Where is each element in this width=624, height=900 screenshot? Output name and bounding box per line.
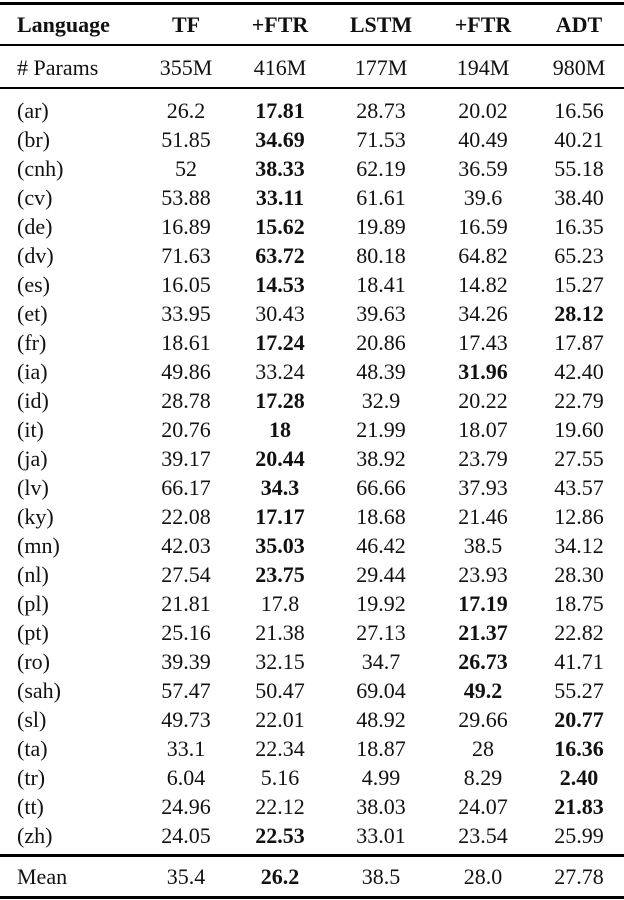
table-row [0,647,624,676]
mean-value: 27.78 [554,863,604,889]
table-row [0,125,624,154]
score-cell: 8.29 [463,764,503,790]
language-code: (sl) [17,706,47,732]
score-cell: 49.73 [161,706,211,732]
score-cell: 31.96 [458,358,508,384]
table-row [0,676,624,705]
score-cell: 34.3 [260,474,300,500]
language-code: (ky) [17,503,54,529]
score-cell: 25.16 [161,619,211,645]
score-cell: 20.02 [458,97,508,123]
score-cell: 22.01 [255,706,305,732]
score-cell: 18.41 [356,271,406,297]
score-cell: 16.35 [554,213,604,239]
score-cell: 39.63 [356,300,406,326]
params-value: 355M [159,54,213,80]
mean-row [0,862,624,891]
table-row [0,386,624,415]
language-code: (tt) [17,793,44,819]
score-cell: 51.85 [161,126,211,152]
score-cell: 18.68 [356,503,406,529]
header-language: Language [17,11,110,37]
score-cell: 5.16 [260,764,300,790]
score-cell: 24.96 [161,793,211,819]
score-cell: 15.62 [255,213,305,239]
table-row [0,212,624,241]
score-cell: 16.36 [554,735,604,761]
params-rule [0,87,624,89]
score-cell: 71.53 [356,126,406,152]
mean-rule [0,854,624,857]
table-row [0,560,624,589]
score-cell: 48.39 [356,358,406,384]
score-cell: 20.44 [255,445,305,471]
score-cell: 27.55 [554,445,604,471]
score-cell: 30.43 [255,300,305,326]
language-code: (es) [17,271,50,297]
table-row [0,589,624,618]
score-cell: 38.5 [463,532,503,558]
language-code: (tr) [17,764,46,790]
table-row [0,299,624,328]
score-cell: 16.59 [458,213,508,239]
score-cell: 80.18 [356,242,406,268]
language-code: (it) [17,416,44,442]
score-cell: 19.89 [356,213,406,239]
score-cell: 66.17 [161,474,211,500]
mean-value: 26.2 [260,863,300,889]
score-cell: 28.30 [554,561,604,587]
language-code: (ar) [17,97,49,123]
table-row [0,618,624,647]
score-cell: 41.71 [554,648,604,674]
score-cell: 25.99 [554,822,604,848]
language-code: (cnh) [17,155,64,181]
language-code: (id) [17,387,49,413]
score-cell: 19.92 [356,590,406,616]
language-code: (br) [17,126,50,152]
score-cell: 38.92 [356,445,406,471]
score-cell: 22.08 [161,503,211,529]
score-cell: 22.79 [554,387,604,413]
score-cell: 2.40 [559,764,599,790]
table-row [0,763,624,792]
score-cell: 39.6 [463,184,503,210]
language-code: (nl) [17,561,49,587]
score-cell: 33.11 [255,184,305,210]
score-cell: 50.47 [255,677,305,703]
score-cell: 34.12 [554,532,604,558]
score-cell: 64.82 [458,242,508,268]
score-cell: 46.42 [356,532,406,558]
score-cell: 16.05 [161,271,211,297]
score-cell: 40.21 [554,126,604,152]
score-cell: 38.03 [356,793,406,819]
mean-value: 35.4 [166,863,206,889]
score-cell: 27.54 [161,561,211,587]
header-rule [0,44,624,46]
score-cell: 18 [269,416,291,442]
table-row [0,270,624,299]
score-cell: 32.15 [255,648,305,674]
header-adt: ADT [555,11,603,37]
header-lstm: LSTM [349,11,413,37]
score-cell: 23.75 [255,561,305,587]
language-code: (et) [17,300,48,326]
params-row [0,53,624,82]
score-cell: 43.57 [554,474,604,500]
score-cell: 49.86 [161,358,211,384]
score-cell: 15.27 [554,271,604,297]
score-cell: 57.47 [161,677,211,703]
score-cell: 18.07 [458,416,508,442]
table-row [0,705,624,734]
score-cell: 17.8 [260,590,300,616]
score-cell: 17.19 [458,590,508,616]
score-cell: 14.82 [458,271,508,297]
params-value: 416M [253,54,307,80]
language-code: (zh) [17,822,53,848]
score-cell: 29.44 [356,561,406,587]
top-rule [0,2,624,5]
score-cell: 26.73 [458,648,508,674]
score-cell: 52 [175,155,197,181]
score-cell: 42.40 [554,358,604,384]
score-cell: 27.13 [356,619,406,645]
score-cell: 23.93 [458,561,508,587]
table-row [0,96,624,125]
score-cell: 62.19 [356,155,406,181]
score-cell: 20.77 [554,706,604,732]
score-cell: 19.60 [554,416,604,442]
score-cell: 4.99 [361,764,401,790]
score-cell: 28 [472,735,494,761]
score-cell: 34.69 [255,126,305,152]
score-cell: 26.2 [166,97,206,123]
language-code: (dv) [17,242,54,268]
mean-label: Mean [17,863,68,889]
score-cell: 14.53 [255,271,305,297]
table-row [0,357,624,386]
score-cell: 65.23 [554,242,604,268]
score-cell: 16.56 [554,97,604,123]
score-cell: 23.79 [458,445,508,471]
score-cell: 21.81 [161,590,211,616]
score-cell: 40.49 [458,126,508,152]
score-cell: 21.83 [554,793,604,819]
score-cell: 33.1 [166,735,206,761]
score-cell: 17.87 [554,329,604,355]
language-code: (de) [17,213,53,239]
table-row [0,183,624,212]
header-tf-ftr: +FTR [251,11,309,37]
table-row [0,531,624,560]
score-cell: 38.40 [554,184,604,210]
table-row [0,792,624,821]
score-cell: 18.87 [356,735,406,761]
language-code: (mn) [17,532,60,558]
score-cell: 20.76 [161,416,211,442]
score-cell: 17.17 [255,503,305,529]
score-cell: 6.04 [166,764,206,790]
score-cell: 55.27 [554,677,604,703]
score-cell: 35.03 [255,532,305,558]
params-value: 194M [456,54,510,80]
header-tf: TF [171,11,201,37]
score-cell: 18.75 [554,590,604,616]
score-cell: 17.28 [255,387,305,413]
score-cell: 17.81 [255,97,305,123]
score-cell: 21.46 [458,503,508,529]
score-cell: 24.07 [458,793,508,819]
score-cell: 33.95 [161,300,211,326]
table-row [0,328,624,357]
score-cell: 29.66 [458,706,508,732]
score-cell: 28.12 [554,300,604,326]
language-code: (pl) [17,590,49,616]
score-cell: 22.12 [255,793,305,819]
params-value: 980M [552,54,606,80]
table-row [0,473,624,502]
header-lstm-ftr: +FTR [454,11,512,37]
score-cell: 39.39 [161,648,211,674]
mean-value: 38.5 [361,863,401,889]
score-cell: 39.17 [161,445,211,471]
language-code: (ia) [17,358,48,384]
table-row [0,734,624,763]
score-cell: 21.99 [356,416,406,442]
score-cell: 34.26 [458,300,508,326]
score-cell: 32.9 [361,387,401,413]
score-cell: 37.93 [458,474,508,500]
params-value: 177M [354,54,408,80]
score-cell: 28.78 [161,387,211,413]
table-row [0,241,624,270]
params-label: # Params [17,54,99,80]
language-code: (fr) [17,329,47,355]
score-cell: 18.61 [161,329,211,355]
score-cell: 69.04 [356,677,406,703]
score-cell: 33.24 [255,358,305,384]
score-cell: 36.59 [458,155,508,181]
score-cell: 34.7 [361,648,401,674]
language-code: (ta) [17,735,48,761]
header-row [0,10,624,39]
score-cell: 33.01 [356,822,406,848]
score-cell: 17.24 [255,329,305,355]
score-cell: 42.03 [161,532,211,558]
score-cell: 22.34 [255,735,305,761]
score-cell: 22.82 [554,619,604,645]
language-code: (ro) [17,648,50,674]
score-cell: 12.86 [554,503,604,529]
score-cell: 24.05 [161,822,211,848]
language-code: (lv) [17,474,49,500]
language-code: (cv) [17,184,53,210]
score-cell: 48.92 [356,706,406,732]
score-cell: 20.86 [356,329,406,355]
score-cell: 16.89 [161,213,211,239]
score-cell: 21.37 [458,619,508,645]
score-cell: 22.53 [255,822,305,848]
score-cell: 20.22 [458,387,508,413]
score-cell: 63.72 [255,242,305,268]
table-row [0,415,624,444]
table-row [0,154,624,183]
score-cell: 49.2 [463,677,503,703]
score-cell: 61.61 [356,184,406,210]
table-row [0,502,624,531]
score-cell: 17.43 [458,329,508,355]
score-cell: 28.73 [356,97,406,123]
language-code: (sah) [17,677,61,703]
score-cell: 66.66 [356,474,406,500]
score-cell: 71.63 [161,242,211,268]
table-row [0,444,624,473]
language-code: (ja) [17,445,48,471]
score-cell: 53.88 [161,184,211,210]
mean-value: 28.0 [463,863,503,889]
score-cell: 38.33 [255,155,305,181]
table-row [0,821,624,850]
language-code: (pt) [17,619,49,645]
score-cell: 23.54 [458,822,508,848]
score-cell: 55.18 [554,155,604,181]
score-cell: 21.38 [255,619,305,645]
bottom-rule [0,896,624,899]
